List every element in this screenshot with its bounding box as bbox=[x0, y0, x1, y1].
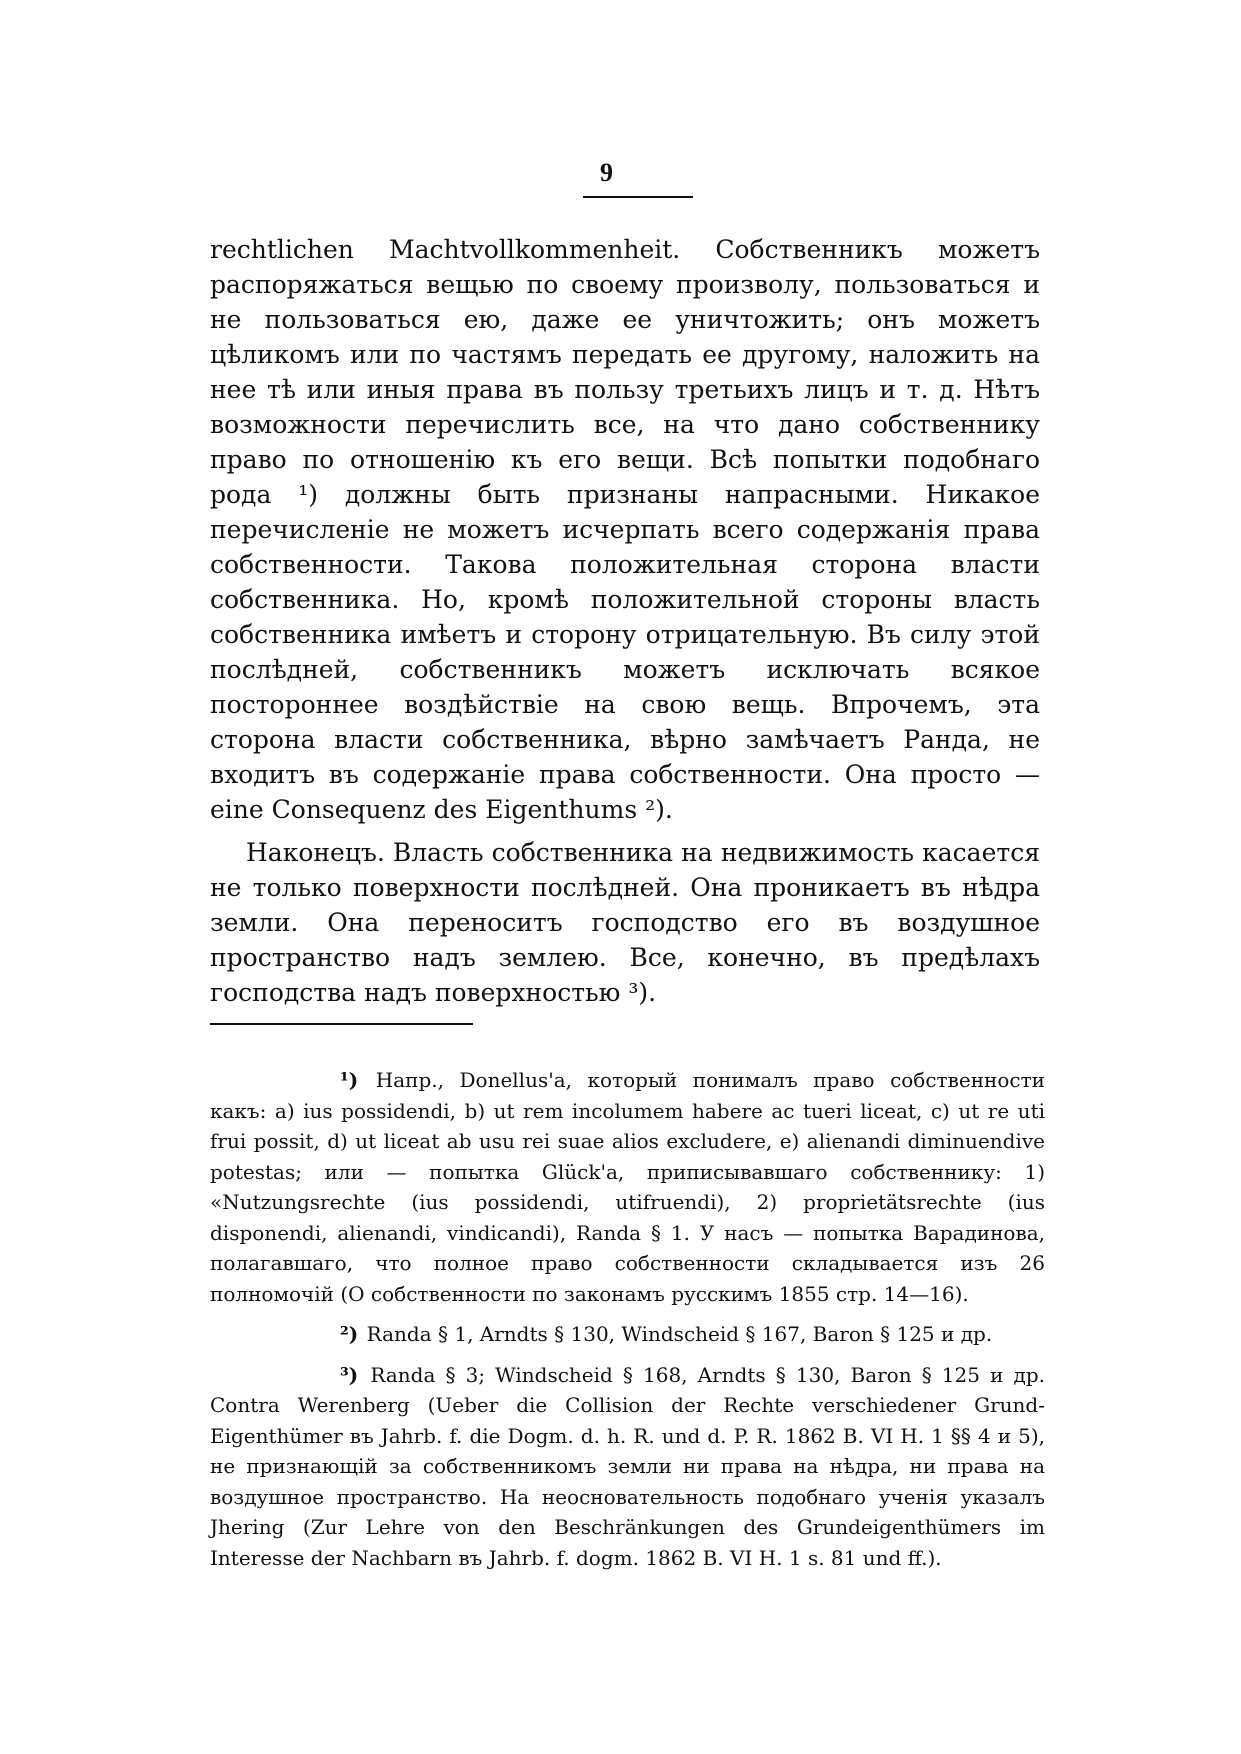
footnote-marker: ¹) bbox=[340, 1068, 359, 1092]
body-paragraph-2: Наконецъ. Власть собственника на недвижимость касается не только поверхности послѣдней. Она проникаетъ въ нѣдра земли. Она переноситъ господство его въ воздушное пространство надъ землею. Все, конечно, въ предѣлахъ господства надъ поверхностью ³). bbox=[210, 838, 1040, 1007]
footnote-text: Напр., Donellus'а, который понималъ право собственности какъ: a) ius possidendi, b) ut rem incolumem habere ac tueri liceat, c) ut re uti frui possit, d) ut liceat ab usu rei suae alios excludere, e) alienandi diminuendive potestas; или — попытка Glück'а, приписывавшаго собственнику: 1) «Nutzungsrechte (ius possidendi, utifruendi), 2) proprietätsrechte (ius disponendi, alienandi, vindicandi), Randa § 1. У насъ — попытка Варадинова, полагавшаго, что полное право собственности складывается изъ 26 полномочій (О собственности по законамъ русскимъ 1855 стр. 14—16). bbox=[210, 1068, 1046, 1306]
footnote-marker: ³) bbox=[340, 1362, 359, 1387]
page-number: 9 bbox=[600, 158, 613, 187]
footnotes bbox=[210, 1065, 1045, 1583]
footnote-text: Randa § 1, Arndts § 130, Windscheid § 167, Baron § 125 и др. bbox=[366, 1322, 993, 1346]
footnote-text: Randa § 3; Windscheid § 168, Arndts § 130, Baron § 125 и др. Contra Werenberg (Ueber die Collision der Rechte verschiedener Grund-Eigenthümer въ Jahrb. f. die Dogm. d. h. R. und d. P. R. 1862 B. VI H. 1 §§ 4 и 5), не признающій за собственникомъ земли ни права на нѣдра, ни права на воздушное пространство. На неосновательность подобнаго ученія указалъ Jhering (Zur Lehre von den Beschränkungen des Grundeigenthümers im Interesse der Nachbarn въ Jahrb. f. dogm. 1862 B. VI H. 1 s. 81 und ff.). bbox=[210, 1362, 1045, 1570]
main-text bbox=[210, 232, 1040, 1010]
footnote-2 bbox=[210, 1319, 1045, 1350]
footnote-1 bbox=[210, 1065, 1045, 1309]
footnote-marker: ²) bbox=[340, 1322, 359, 1346]
header-rule bbox=[583, 196, 693, 198]
body-paragraph-1: rechtlichen Machtvollkommenheit. Собственникъ можетъ распоряжаться вещью по своему произволу, пользоваться и не пользоваться ею, даже ее уничтожить; онъ можетъ цѣликомъ или по частямъ передать ее другому, наложить на нее тѣ или иныя права въ пользу третьихъ лицъ и т. д. Нѣтъ возможности перечислить все, на что дано собственнику право по отношенію къ его вещи. Всѣ попытки подобнаго рода ¹) должны быть признаны напрасными. Никакое перечисленіе не можетъ исчерпать всего содержанія права собственности. Такова положительная сторона власти собственника. Но, кромѣ положительной стороны власть собственника имѣетъ и сторону отрицательную. Въ силу этой послѣдней, собственникъ можетъ исключать всякое постороннее воздѣйствіе на свою вещь. Впрочемъ, эта сторона власти собственника, вѣрно замѣчаетъ Ранда, не входитъ въ содержаніе права собственности. Она просто — eine Consequenz des Eigenthums ²). bbox=[210, 235, 1040, 824]
footnote-divider bbox=[210, 1023, 473, 1025]
footnote-3 bbox=[210, 1360, 1045, 1574]
